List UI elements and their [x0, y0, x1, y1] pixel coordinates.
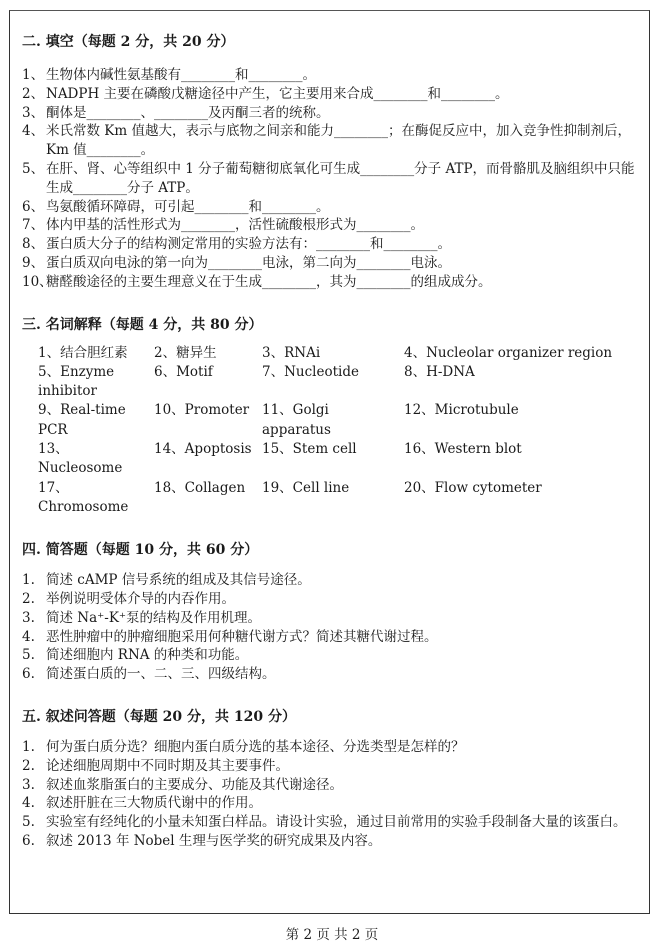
question-item: [22, 813, 635, 832]
term-item: 4、Nucleolar organizer region: [404, 344, 613, 361]
question-item: [22, 832, 635, 851]
term-item: 15、Stem cell: [262, 441, 357, 458]
question-text: 叙述血浆脂蛋白的主要成分、功能及其代谢途径。: [46, 776, 343, 793]
term-item: 7、Nucleotide: [262, 363, 359, 380]
question-text: 恶性肿瘤中的肿瘤细胞采用何种糖代谢方式？简述其糖代谢过程。: [46, 628, 438, 645]
question-number: 9、: [22, 254, 45, 271]
term-item: 3、RNAi: [262, 344, 321, 361]
question-text: 叙述 2013 年 Nobel 生理与医学奖的研究成果及内容。: [46, 833, 382, 849]
question-item: [22, 216, 635, 235]
question-item: [22, 590, 635, 609]
question-item: [22, 122, 635, 160]
question-text: 论述细胞周期中不同时期及其主要事件。: [46, 757, 289, 774]
question-item: [22, 235, 635, 254]
question-number: 3.: [22, 609, 35, 626]
question-number: 6、: [22, 198, 45, 215]
question-item: [22, 66, 635, 85]
question-item: [22, 104, 635, 123]
question-item: [22, 794, 635, 813]
section-term-definitions: [22, 314, 635, 518]
question-item: [22, 665, 635, 684]
section-fill-in-blank: [22, 31, 635, 292]
question-item: [22, 571, 635, 590]
question-text: 叙述肝脏在三大物质代谢中的作用。: [46, 795, 262, 812]
question-number: 3.: [22, 776, 35, 793]
question-text: NADPH 主要在磷酸戊糖途径中产生，它主要用来合成________和________。: [46, 85, 509, 102]
term-item: 6、Motif: [154, 363, 213, 380]
question-text: 蛋白质大分子的结构测定常用的实验方法有：________和________。: [46, 236, 451, 253]
question-number: 8、: [22, 236, 45, 253]
question-number: 4、: [22, 123, 45, 140]
term-item: 2、糖异生: [154, 344, 217, 361]
section-essay-questions: [22, 706, 635, 851]
question-number: 5.: [22, 647, 35, 664]
question-text: 简述 Na⁺-K⁺泵的结构及作用机理。: [46, 609, 262, 626]
question-text: 酮体是________、________及丙酮三者的统称。: [46, 104, 330, 121]
question-text: 蛋白质双向电泳的第一向为________电泳，第二向为________电泳。: [46, 254, 451, 271]
question-text: 在肝、肾、心等组织中 1 分子葡萄糖彻底氧化可生成________分子 ATP，而骨骼肌及脑组织中只能生成________分子 ATP。: [46, 160, 635, 196]
question-text: 米氏常数 Km 值越大，表示与底物之间亲和能力________；在酶促反应中，加入竞争性抑制剂后，Km 值________。: [46, 123, 631, 159]
question-item: [22, 646, 635, 665]
question-item: [22, 738, 635, 757]
term-item: 17、Chromosome: [38, 479, 129, 515]
section-heading: 五. 叙述问答题（每题 20 分，共 120 分）: [22, 709, 296, 726]
question-number: 7、: [22, 217, 45, 234]
question-number: 5.: [22, 814, 35, 831]
question-text: 何为蛋白质分选？细胞内蛋白质分选的基本途径、分选类型是怎样的？: [46, 739, 465, 756]
term-item: 13、Nucleosome: [38, 441, 123, 477]
question-number: 2、: [22, 85, 45, 102]
question-number: 3、: [22, 104, 45, 121]
question-number: 4.: [22, 795, 35, 812]
question-text: 实验室有经纯化的小量未知蛋白样品。请设计实验，通过目前常用的实验手段制备大量的该蛋白。: [46, 814, 627, 831]
question-text: 体内甲基的活性形式为________，活性硫酸根形式为________。: [46, 217, 424, 234]
page-border: [9, 10, 650, 914]
section-short-answer: [22, 539, 635, 684]
question-number: 2.: [22, 591, 35, 608]
question-item: [22, 628, 635, 647]
question-text: 简述细胞内 RNA 的种类和功能。: [46, 647, 249, 664]
question-number: 4.: [22, 628, 35, 645]
term-item: 18、Collagen: [154, 479, 246, 496]
question-item: [22, 757, 635, 776]
question-number: 1.: [22, 572, 35, 589]
question-text: 简述蛋白质的一、二、三、四级结构。: [46, 666, 276, 683]
term-item: 19、Cell line: [262, 479, 350, 496]
question-text: 鸟氨酸循环障碍，可引起________和________。: [46, 198, 330, 215]
question-number: 6.: [22, 833, 35, 849]
question-number: 10、: [22, 273, 53, 290]
term-item: 20、Flow cytometer: [404, 479, 542, 496]
term-item: 10、Promoter: [154, 402, 250, 419]
question-number: 1、: [22, 67, 45, 83]
term-item: 16、Western blot: [404, 441, 522, 458]
section-heading: 四. 简答题（每题 10 分，共 60 分）: [22, 542, 259, 559]
question-item: [22, 776, 635, 795]
term-item: 8、H-DNA: [404, 363, 475, 380]
page-number: 第 2 页 共 2 页: [285, 926, 379, 943]
term-item: 12、Microtubule: [404, 402, 519, 419]
question-item: [22, 254, 635, 273]
question-number: 2.: [22, 757, 35, 774]
term-item: 5、Enzyme inhibitor: [38, 363, 115, 400]
term-item: 9、Real-time PCR: [38, 402, 126, 438]
question-item: [22, 160, 635, 198]
question-number: 1.: [22, 739, 35, 756]
question-text: 举例说明受体介导的内吞作用。: [46, 591, 235, 608]
section-heading: 三. 名词解释（每题 4 分，共 80 分）: [22, 316, 263, 333]
question-item: [22, 273, 635, 292]
term-item: 11、Golgi apparatus: [262, 402, 331, 438]
question-text: 生物体内碱性氨基酸有________和________。: [46, 67, 316, 83]
question-number: 5、: [22, 160, 45, 177]
term-item: 1、结合胆红素: [38, 344, 128, 361]
question-item: [22, 85, 635, 104]
section-heading: 二. 填空（每题 2 分，共 20 分）: [22, 34, 235, 50]
question-text: 简述 cAMP 信号系统的组成及其信号途径。: [46, 572, 311, 589]
question-item: [22, 609, 635, 628]
question-text: 糖醛酸途径的主要生理意义在于生成________，其为________的组成成分。: [46, 273, 492, 290]
question-number: 6.: [22, 666, 35, 683]
term-item: 14、Apoptosis: [154, 441, 252, 458]
question-item: [22, 198, 635, 217]
